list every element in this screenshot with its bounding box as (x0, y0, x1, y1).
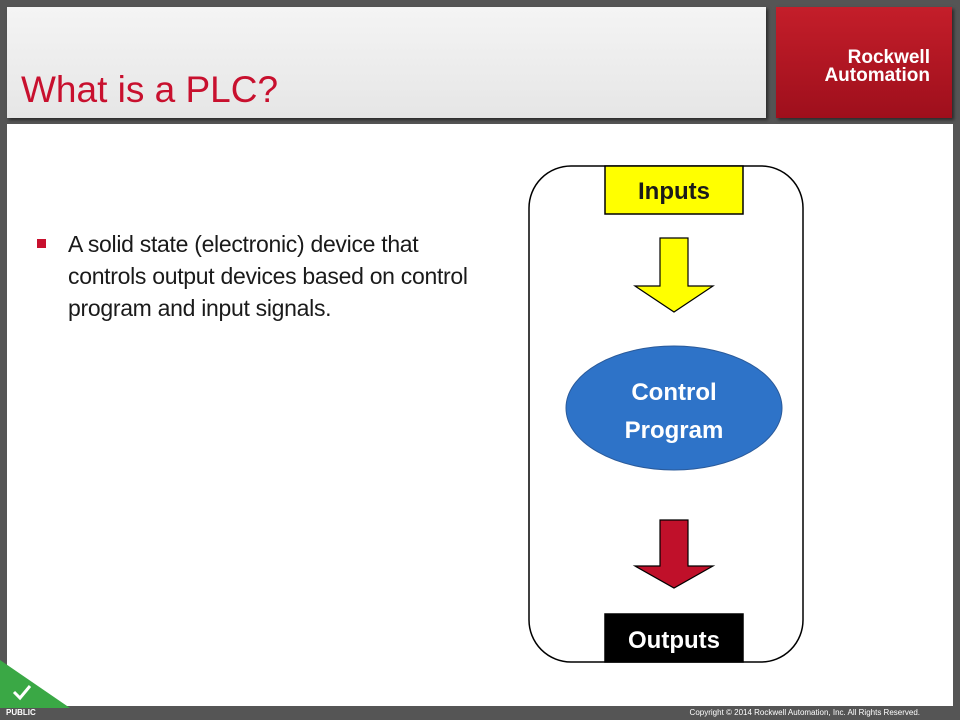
control-program-ellipse (566, 346, 782, 470)
title-bar (7, 7, 766, 118)
bullet-text: A solid state (electronic) device that controls output devices based on control program and input signals. (68, 231, 468, 321)
bullet-square-icon (37, 239, 46, 248)
slide-title: What is a PLC? (21, 69, 279, 110)
plc-diagram (527, 164, 807, 668)
content-area (7, 124, 953, 706)
classification-label: PUBLIC (6, 708, 36, 717)
bullet-item (37, 228, 497, 324)
check-badge-icon (0, 660, 70, 708)
logo-line-1: Rockwell (847, 47, 930, 68)
outputs-label: Outputs (628, 627, 720, 654)
inputs-label: Inputs (638, 178, 710, 205)
logo-wordmark (800, 49, 930, 85)
control-label-line2: Program (624, 417, 724, 444)
rockwell-logo (776, 7, 952, 118)
copyright-text: Copyright © 2014 Rockwell Automation, Inc. All Rights Reserved. (689, 708, 920, 717)
control-label-line1: Control (631, 379, 717, 406)
logo-line-2: Automation (824, 65, 930, 86)
